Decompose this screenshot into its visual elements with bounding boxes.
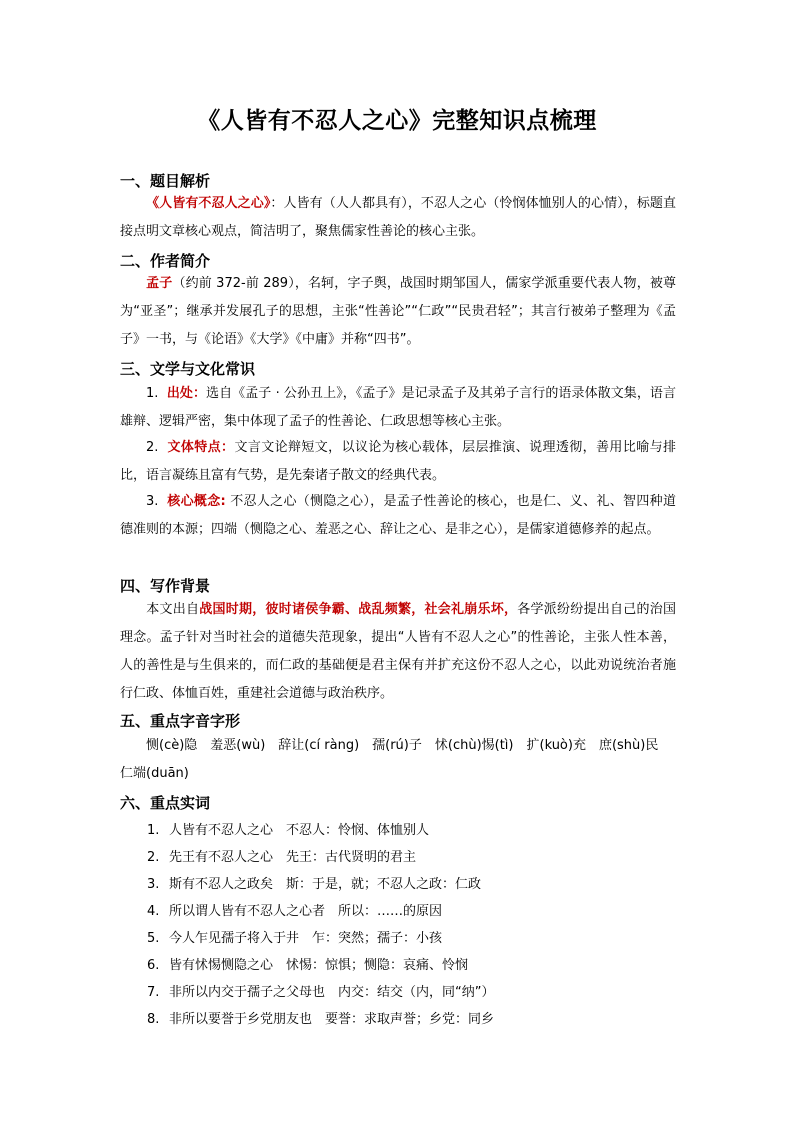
- literature-item-source: 1. 出处：选自《孟子 · 公孙丑上》，《孟子》是记录孟子及其弟子言行的语录体散文集，语言雄辩、逻辑严密，集中体现了孟子的性善论、仁政思想等核心主张。: [120, 386, 676, 429]
- section-heading-background: 四、写作背景: [120, 577, 211, 595]
- background-paragraph: 本文出自战国时期，彼时诸侯争霸、战乱频繁，社会礼崩乐坏，各学派纷纷提出自己的治国理念。孟子针对当时社会的道德失范现象，提出“人皆有不忍人之心”的性善论，主张人性本善，人的善性是与生俱来的，而仁政的基础便是君主保有并扩充这份不忍人之心，以此劝说统治者施行仁政、体恤百姓，重建社会道德与政治秩序。: [120, 602, 676, 701]
- topic-paragraph: [120, 190, 676, 246]
- keyword: 孟子: [146, 276, 173, 291]
- section-heading-literature: 三、文学与文化常识: [120, 360, 256, 378]
- literature-item-concept: 3. 核心概念: 不忍人之心（恻隐之心），是孟子性善论的核心，也是仁、义、礼、智四种道德准则的本源；四端（恻隐之心、羞恶之心、辞让之心、是非之心），是儒家道德修养的起点。: [120, 494, 676, 537]
- pronunciation-paragraph: 恻(cè)隐 羞恶(wù) 辞让(cí ràng) 孺(rú)子 怵(chù)惕(tì) 扩(kuò)充 庶(shù)民 仁端(duān): [120, 738, 672, 781]
- section-heading-pronunciation: 五、重点字音字形: [120, 712, 241, 730]
- section-heading-author: 二、作者简介: [120, 252, 211, 270]
- vocabulary-item: 4. 所以谓人皆有不忍人之心者 所以：……的原因: [147, 904, 443, 919]
- paragraph-text: （约前 372-前 289），名轲，字子舆，战国时期邹国人，儒家学派重要代表人物，被尊为“亚圣”；继承并发展孔子的思想，主张“性善论”“仁政”“民贵君轻”；其言行被弟子整理为《孟子》一书，与《论语》《大学》《中庸》并称“四书”。: [120, 276, 676, 347]
- literature-item-style: 2. 文体特点：文言文论辩短文，以议论为核心载体，层层推演、说理透彻，善用比喻与排比，语言凝练且富有气势，是先秦诸子散文的经典代表。: [120, 440, 676, 483]
- keyword: 战国时期，彼时诸侯争霸、战乱频繁，社会礼崩乐坏，: [199, 602, 518, 617]
- author-paragraph: [120, 270, 676, 354]
- vocabulary-item: 6. 皆有怵惕恻隐之心 怵惕：惊惧；恻隐：哀痛、怜悯: [147, 958, 469, 973]
- section-heading-vocabulary: 六、重点实词: [120, 794, 211, 812]
- vocabulary-item: 1. 人皆有不忍人之心 不忍人：怜悯、体恤别人: [147, 823, 430, 838]
- vocabulary-item: 5. 今人乍见孺子将入于井 乍：突然；孺子：小孩: [147, 931, 443, 946]
- keyword: 《人皆有不忍人之心》: [146, 196, 271, 211]
- vocabulary-item: 2. 先王有不忍人之心 先王：古代贤明的君主: [147, 850, 417, 865]
- vocabulary-item: 8. 非所以要誉于乡党朋友也 要誉：求取声誉；乡党：同乡: [147, 1012, 495, 1027]
- paragraph-text: ：人皆有（人人都具有），不忍人之心（怜悯体恤别人的心情），标题直接点明文章核心观点，简洁明了，聚焦儒家性善论的核心主张。: [120, 196, 676, 239]
- page-title: 《人皆有不忍人之心》完整知识点梳理: [197, 108, 597, 134]
- vocabulary-item: 3. 斯有不忍人之政矣 斯：于是，就；不忍人之政：仁政: [147, 877, 482, 892]
- section-heading-topic: 一、题目解析: [120, 172, 211, 190]
- vocabulary-item: 7. 非所以内交于孺子之父母也 内交：结交（内，同“纳”）: [147, 985, 495, 1000]
